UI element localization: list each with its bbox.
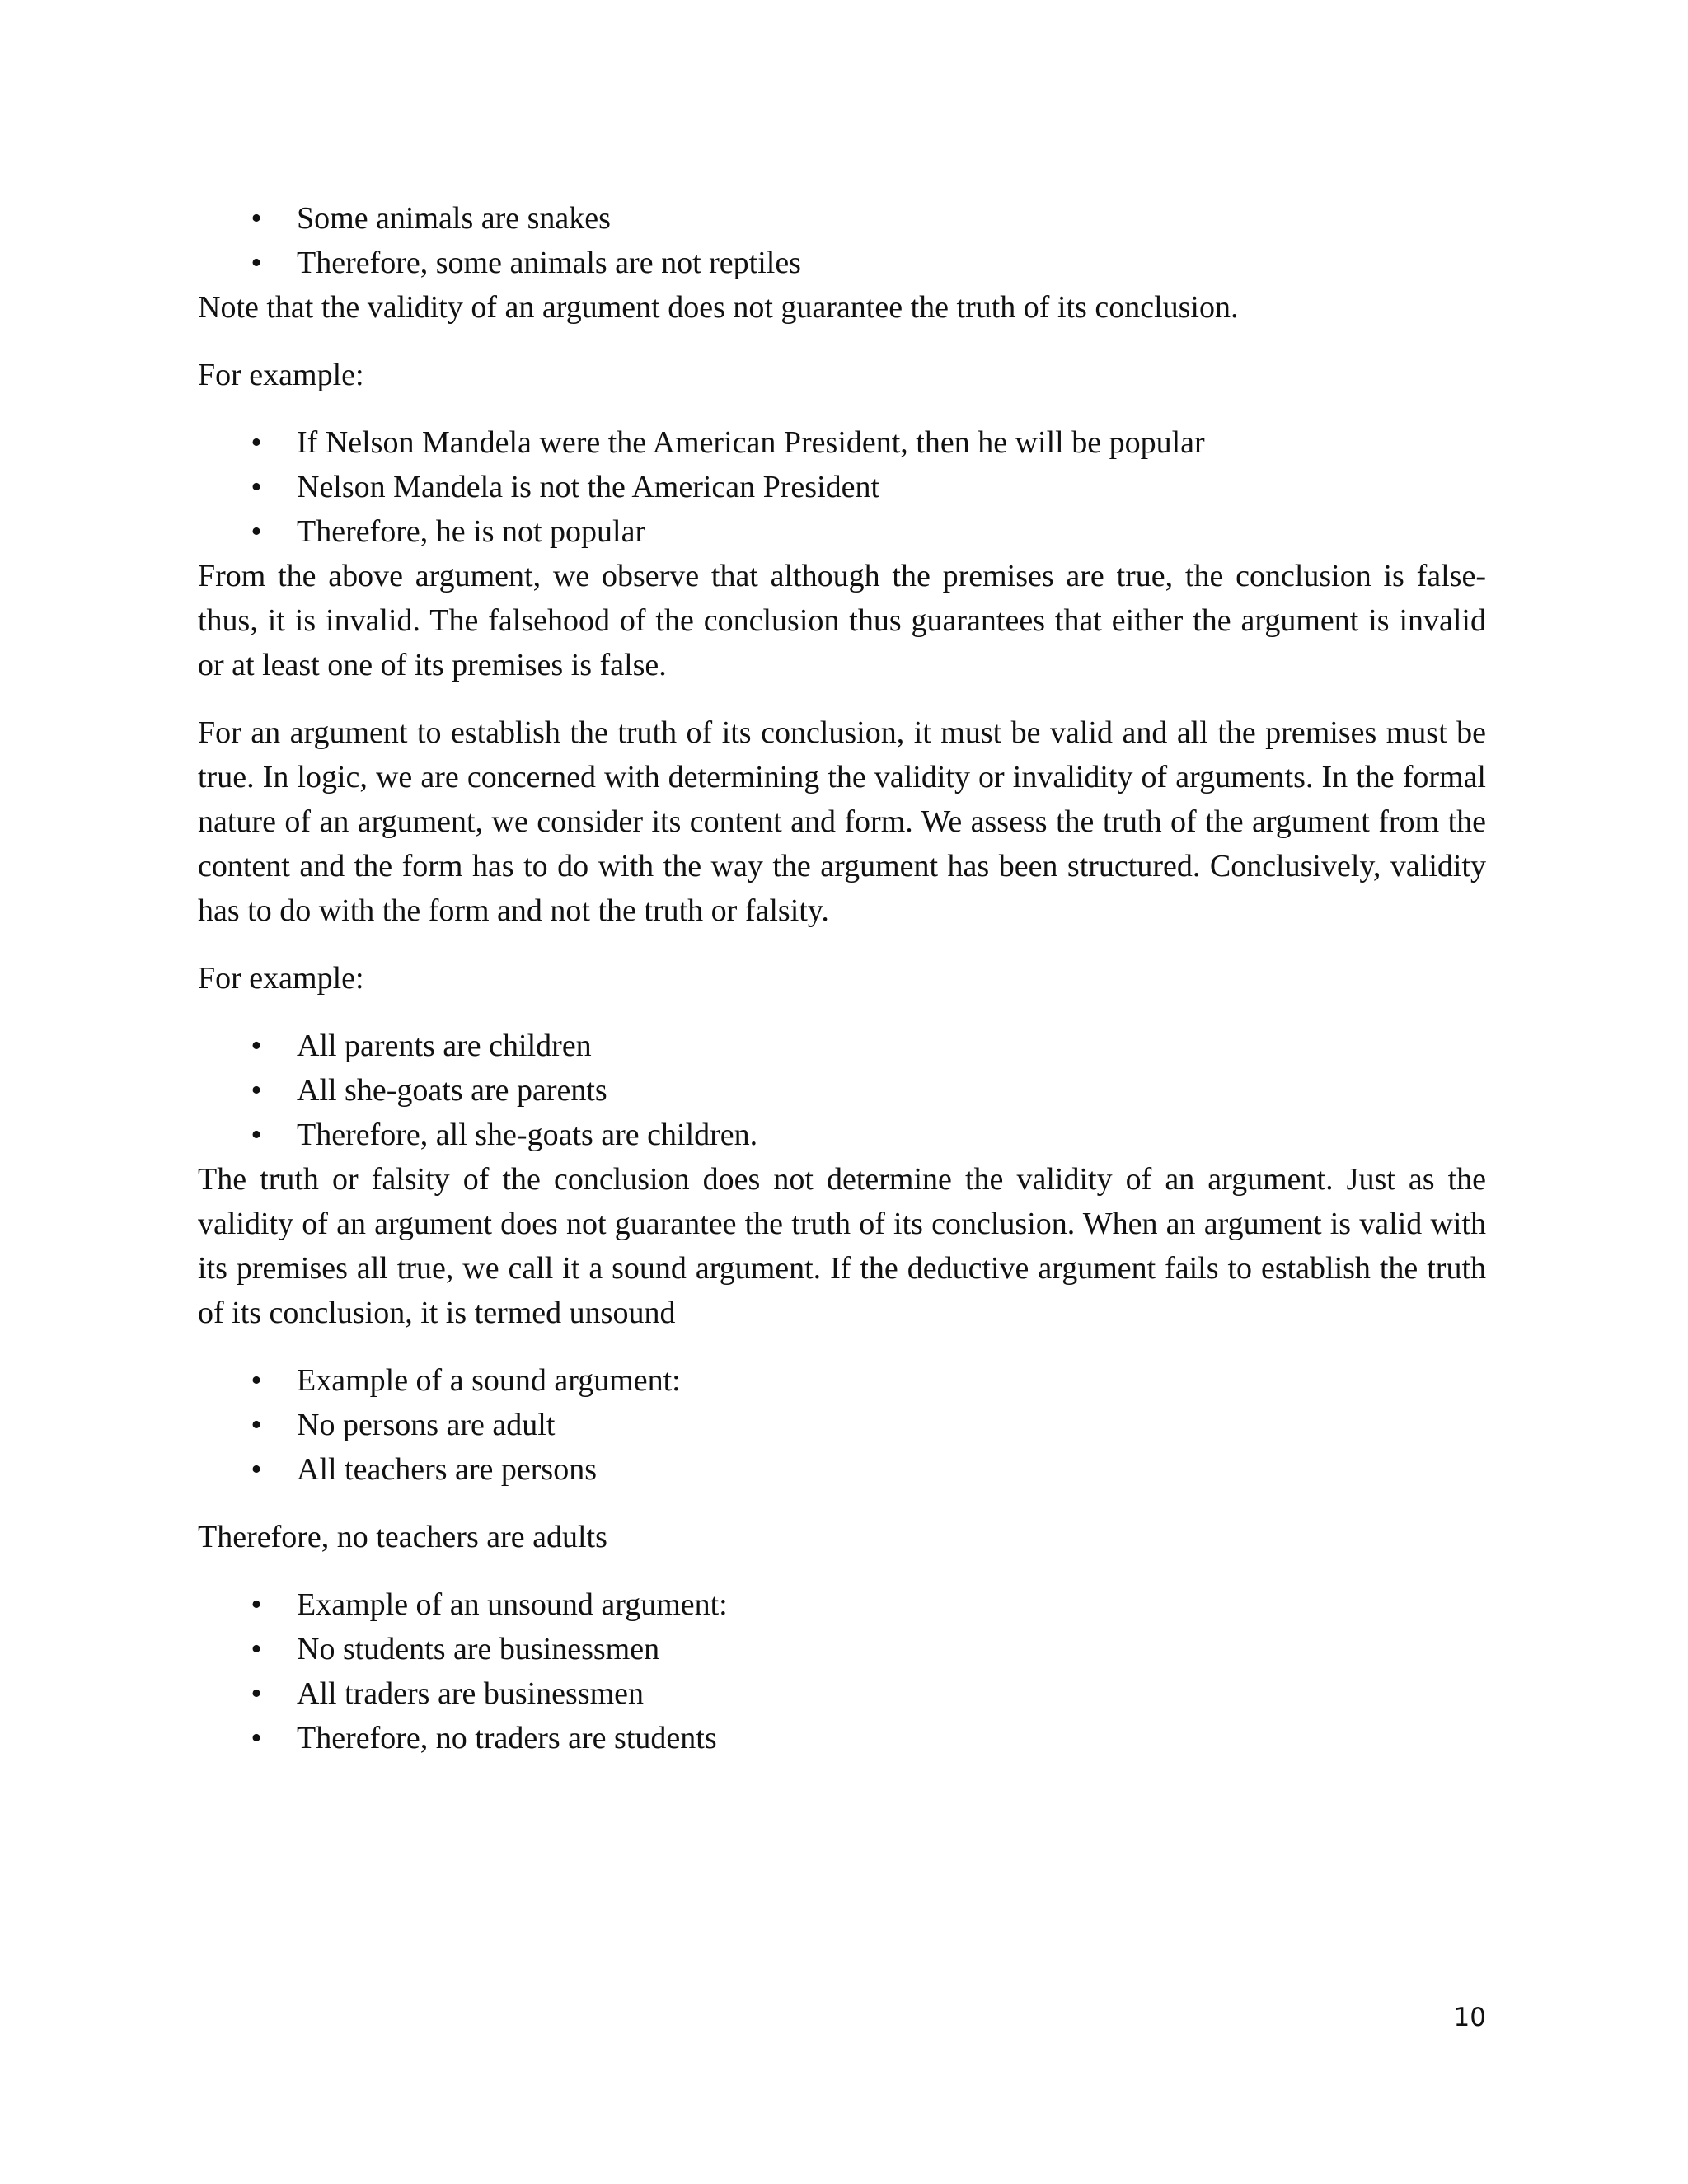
bullet-list-she-goats: [198, 1024, 1486, 1157]
list-item: [198, 1358, 1486, 1403]
paragraph-establish-truth: For an argument to establish the truth of its conclusion, it must be valid and all the premises must be true. In logic, we are concerned with determining the validity or invalidity of arguments. In the formal nature of an argument, we consider its content and form. We assess the truth of the argument from the content and the form has to do with the way the argument has been structured. Conclusively, validity has to do with the form and not the truth or falsity.: [198, 715, 1486, 928]
list-item-text: All traders are businessmen: [297, 1676, 645, 1711]
list-item: [198, 509, 1486, 554]
list-item-text: All parents are children: [297, 1029, 592, 1063]
list-item: [198, 241, 1486, 285]
bullet-list-unsound-example: [198, 1582, 1486, 1760]
list-item: [198, 1024, 1486, 1068]
bullet-icon: •: [251, 1118, 262, 1152]
list-item: [198, 1582, 1486, 1627]
list-item: [198, 1671, 1486, 1716]
bullet-icon: •: [251, 1721, 262, 1755]
list-item-text: All she-goats are parents: [297, 1073, 607, 1108]
bullet-list-sound-example: [198, 1358, 1486, 1492]
bullet-icon: •: [251, 1676, 262, 1711]
page-number: 10: [1453, 2003, 1486, 2032]
list-item: [198, 1447, 1486, 1492]
paragraph-sound-argument: The truth or falsity of the conclusion does not determine the validity of an argument. Just as the validity of an argument does not guarantee the truth of its conclusion. When an argument is valid with its premises all true, we call it a sound argument. If the deductive argument fails to establish the truth of its conclusion, it is termed unsound: [198, 1162, 1486, 1330]
list-item-text: All teachers are persons: [297, 1452, 598, 1487]
list-item: [198, 1403, 1486, 1447]
bullet-icon: •: [251, 514, 262, 549]
list-item-text: Therefore, some animals are not reptiles: [297, 246, 801, 280]
list-item-text: No persons are adult: [297, 1408, 556, 1442]
list-item-text: Nelson Mandela is not the American President: [297, 470, 880, 504]
bullet-icon: •: [251, 1073, 262, 1108]
bullet-icon: •: [251, 246, 262, 280]
bullet-icon: •: [251, 425, 262, 460]
bullet-icon: •: [251, 1632, 262, 1666]
list-item-text: Some animals are snakes: [297, 201, 611, 236]
paragraph-note: Note that the validity of an argument does not guarantee the truth of its conclusion.: [198, 290, 1239, 325]
document-page: [198, 196, 1486, 1760]
list-item: [198, 420, 1486, 465]
list-item: [198, 1068, 1486, 1113]
list-item: [198, 1113, 1486, 1157]
list-item-text: Therefore, no traders are students: [297, 1721, 717, 1755]
bullet-icon: •: [251, 201, 262, 236]
bullet-icon: •: [251, 470, 262, 504]
bullet-icon: •: [251, 1029, 262, 1063]
paragraph-for-example: For example:: [198, 358, 364, 392]
bullet-icon: •: [251, 1408, 262, 1442]
paragraph-for-example: For example:: [198, 961, 364, 996]
list-item: [198, 1716, 1486, 1760]
bullet-icon: •: [251, 1587, 262, 1622]
bullet-list-animals: [198, 196, 1486, 285]
bullet-icon: •: [251, 1363, 262, 1398]
bullet-list-mandela: [198, 420, 1486, 554]
list-item-text: Therefore, all she-goats are children.: [297, 1118, 758, 1152]
bullet-icon: •: [251, 1452, 262, 1487]
list-item-text: If Nelson Mandela were the American President, then he will be popular: [297, 425, 1205, 460]
list-item-text: Example of a sound argument:: [297, 1363, 681, 1398]
paragraph-therefore: Therefore, no teachers are adults: [198, 1520, 607, 1554]
list-item: [198, 196, 1486, 241]
list-item-text: Therefore, he is not popular: [297, 514, 646, 549]
list-item-text: Example of an unsound argument:: [297, 1587, 728, 1622]
list-item-text: No students are businessmen: [297, 1632, 660, 1666]
paragraph-invalid: From the above argument, we observe that although the premises are true, the conclusion is false- thus, it is invalid. The falsehood of the conclusion thus guarantees that either the argument is invalid or at least one of its premises is false.: [198, 559, 1486, 682]
list-item: [198, 1627, 1486, 1671]
list-item: [198, 465, 1486, 509]
